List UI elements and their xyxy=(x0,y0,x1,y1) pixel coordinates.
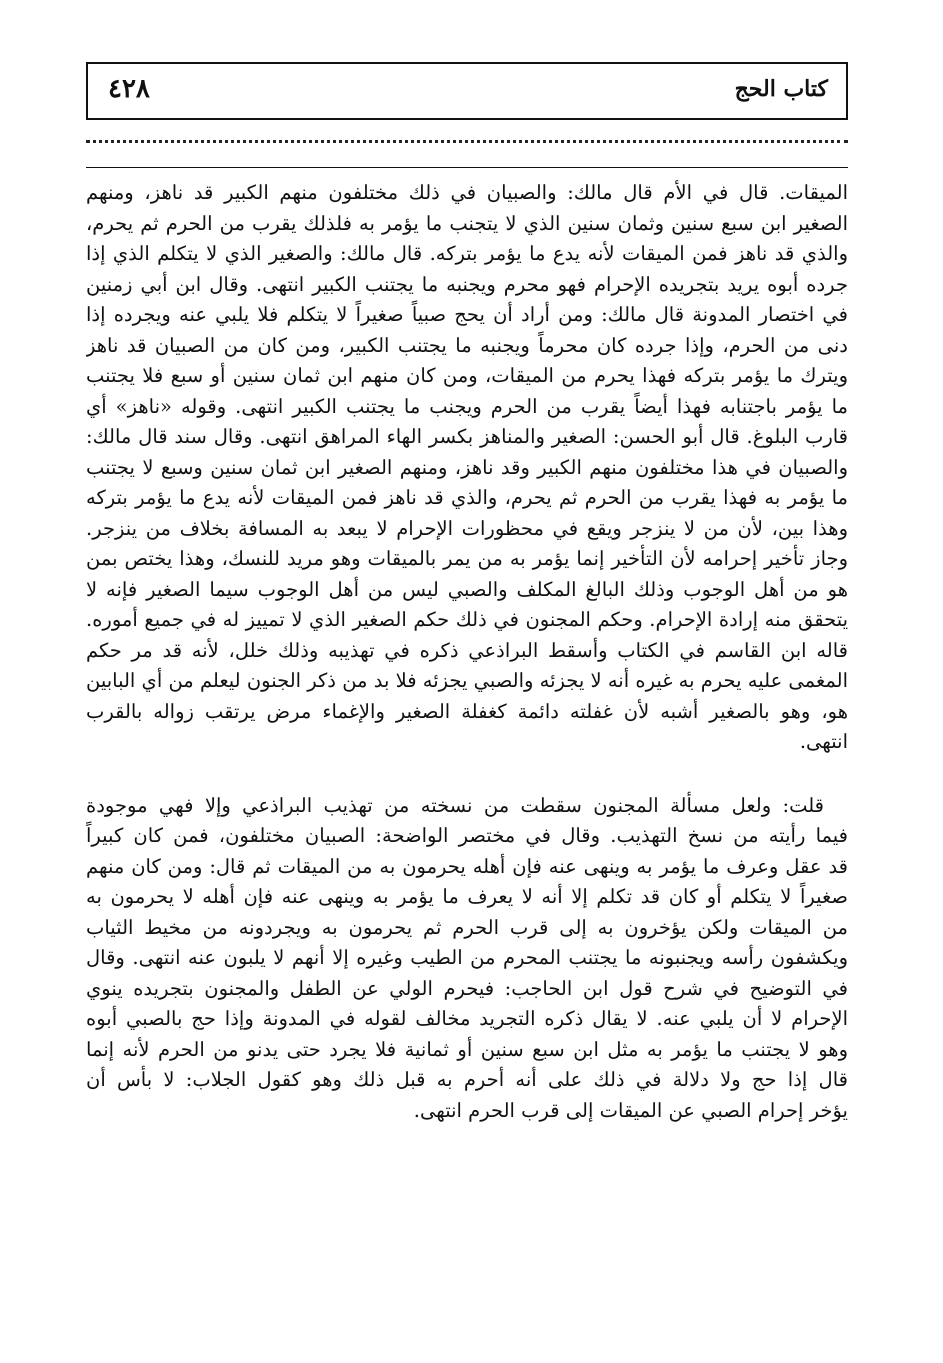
text-line: هو من أهل الوجوب وذلك البالغ المكلف والصبي ليس من أهل الوجوب سيما الصغير فإنه لا xyxy=(86,577,848,601)
text-line: دنى من الحرم، وإذا جرده كان محرماً ويجنبه ما يجتنب الكبير، ومن كان من الصبيان قد ناهز xyxy=(86,333,848,357)
text-line: قلت: ولعل مسألة المجنون سقطت من نسخته من تهذيب البراذعي وإلا فهي موجودة xyxy=(86,793,824,817)
text-line: والذي قد ناهز فمن الميقات لأنه يدع ما يؤمر بتركه. قال مالك: والصغير الذي لا يتكلم الذي إذا xyxy=(86,242,848,265)
text-line: ما يؤمر به فهذا يقرب من الحرم ثم يحرم، والذي قد ناهز فمن الميقات لأنه يدع ما يؤمر بتركه xyxy=(86,486,848,509)
paragraph xyxy=(86,791,848,1127)
book-title: كتاب الحج xyxy=(734,76,828,102)
text-line: المغمى عليه يحرم به غيره أنه لا يجزئه والصبي يجزئه فلا بد من ذكر الجنون ليعلم من أي البابين xyxy=(86,669,848,692)
text-line: قد عقل وعرف ما يؤمر به وينهى عنه فإن أهله يحرمون به من الميقات ثم قال: ومن كان منهم xyxy=(86,854,848,878)
text-line: في التوضيح في شرح قول ابن الحاجب: فيحرم الولي عن الطفل والمجنون بتجريده ينوي xyxy=(86,976,848,1000)
text-line: في اختصار المدونة قال مالك: ومن أراد أن يحج صبياً صغيراً لا يتكلم فلا يلبي عنه ويجرده إذا xyxy=(86,303,848,326)
text-line: يؤخر إحرام الصبي عن الميقات إلى قرب الحرم انتهى. xyxy=(413,1098,848,1122)
text-line: وهو لا يجتنب ما يؤمر به مثل ابن سبع سنين أو ثمانية فلا يجرد حتى يدنو من الحرم لأنه إنما xyxy=(86,1037,848,1061)
body-text xyxy=(86,178,848,1126)
text-line: الصغير ابن سبع سنين وثمان سنين الذي لا يتجنب ما يؤمر به فلذلك يقرب من الحرم ثم يحرم، xyxy=(86,211,848,235)
dotted-divider xyxy=(86,140,848,143)
text-line: وهذا بين، لأن من لا ينزجر ويقع في محظورات الإحرام لا يبعد به المسافة بخلاف من ينزجر. xyxy=(86,516,848,540)
paragraph-gap xyxy=(86,758,848,791)
text-line: ويكشفون رأسه ويجنبونه ما يجتنب المحرم من الطيب وغيره إلا أنهم لا يلبون عنه انتهى. وقال xyxy=(86,946,848,969)
text-line: جرده أبوه يريد بتجريده الإحرام فهو محرم ويجنبه ما يجتنب الكبير انتهى. وقال ابن أبي زمنين xyxy=(86,272,848,296)
text-line: يتحقق منه إرادة الإحرام. وحكم المجنون في ذلك حكم الصغير الذي لا تمييز له في جميع أموره. xyxy=(86,608,848,631)
page-number: ٤٢٨ xyxy=(108,74,150,104)
text-line: قاله ابن القاسم في الكتاب وأسقط البراذعي ذكره في تهذيبه وذلك خلل، لأنه قد مر حكم xyxy=(86,638,848,662)
text-line: قارب البلوغ. قال أبو الحسن: الصغير والمناهز بكسر الهاء المراهق انتهى. وقال سند قال مالك: xyxy=(86,425,848,448)
text-line: ويترك ما يؤمر بتركه فهذا يحرم من الميقات، ومن كان منهم ابن ثمان سنين أو سبع فلا يجتنب xyxy=(86,364,848,387)
paragraph xyxy=(86,178,848,758)
text-line: فيما رأيته من نسخ التهذيب. وقال في مختصر الواضحة: الصبيان مختلفون، فمن كان كبيراً xyxy=(86,824,848,847)
solid-divider xyxy=(86,167,848,168)
text-line: انتهى. xyxy=(799,730,848,753)
text-line: من الميقات ولكن يؤخرون به إلى قرب الحرم ثم يحرمون به ويجردونه من مخيط الثياب xyxy=(86,915,848,939)
text-line: صغيراً لا يتكلم أو كان قد تكلم إلا أنه لا يعرف ما يؤمر به وينهى عنه فإن أهله لا يحرمون به xyxy=(86,885,848,908)
text-line: قال إذا حج ولا دلالة في ذلك على أنه أحرم به قبل ذلك وهو كقول الجلاب: لا بأس أن xyxy=(86,1068,848,1091)
text-line: هو، وهو بالصغير أشبه لأن غفلته دائمة كغفلة الصغير والإغماء مرض يرتقب زواله بالقرب xyxy=(86,699,848,723)
text-line: الإحرام لا أن يلبي عنه. لا يقال ذكره التجريد مخالف لقوله في المدونة وإذا حج بالصبي أبوه xyxy=(86,1007,848,1030)
text-line: وجاز تأخير إحرامه لأن التأخير إنما يؤمر به من يمر بالميقات وهو مريد للنسك، وهذا يختص بمن xyxy=(86,547,848,570)
running-header xyxy=(86,62,848,120)
text-line: ما يؤمر باجتنابه فهذا أيضاً يقرب من الحرم ويجنب ما يجتنب الكبير انتهى. وقوله «ناهز» أي xyxy=(86,394,848,418)
text-line: والصبيان في هذا مختلفون منهم الكبير وقد ناهز، ومنهم الصغير ابن ثمان سنين وسبع لا يجتنب xyxy=(86,455,848,479)
text-line: الميقات. قال في الأم قال مالك: والصبيان في ذلك مختلفون منهم الكبير قد ناهز، ومنهم xyxy=(86,181,848,204)
